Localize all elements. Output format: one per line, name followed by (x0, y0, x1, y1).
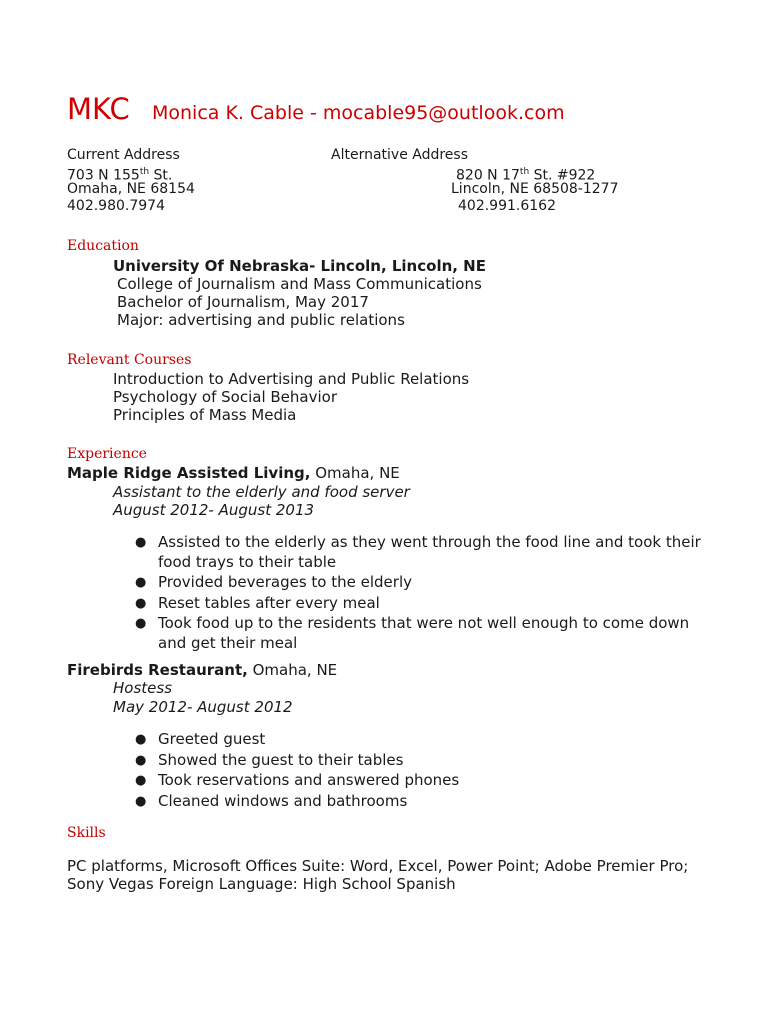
job-location: Omaha, NE (310, 464, 400, 482)
bullet-icon: ● (135, 732, 147, 747)
skills-text: PC platforms, Microsoft Offices Suite: Word, Excel, Power Point; Adobe Premier Pro; Sony Vegas Foreign Language: High School Spanish (67, 857, 689, 893)
current-address-label: Current Address (67, 147, 180, 163)
experience-heading: Experience (67, 446, 147, 462)
job-duty: ● Provided beverages to the elderly (135, 573, 412, 591)
bullet-icon: ● (135, 752, 147, 768)
current-address-phone: 402.980.7974 (67, 198, 165, 214)
name-email-heading: Monica K. Cable - mocable95@outlook.com (152, 102, 565, 124)
education-line: Major: advertising and public relations (117, 311, 405, 329)
current-address-street: 703 N 155th St. (67, 167, 173, 184)
bullet-icon: ● (135, 773, 147, 788)
job-employer: Firebirds Restaurant, (67, 661, 248, 679)
bullet-icon: ● (135, 595, 147, 611)
bullet-icon: ● (135, 793, 147, 809)
education-heading: Education (67, 238, 139, 254)
alternative-address-label: Alternative Address (331, 147, 469, 163)
education-line: College of Journalism and Mass Communications (117, 275, 482, 293)
job-duty: ● Showed the guest to their tables (135, 750, 404, 769)
job-duty: ● Reset tables after every meal (135, 593, 380, 612)
job-duty: ● Took food up to the residents that were not well enough to come down and get their meal (135, 614, 690, 652)
job-title: Assistant to the elderly and food server (113, 483, 410, 501)
job-duty: ● Greeted guest (135, 730, 266, 748)
bullet-icon: ● (135, 575, 147, 590)
skills-heading: Skills (67, 825, 106, 841)
school-name: University Of Nebraska- Lincoln, Lincoln, NE (113, 257, 486, 275)
job-location: Omaha, NE (247, 661, 338, 679)
alternative-address-city: Lincoln, NE 68508-1277 (451, 181, 619, 197)
alternative-address-phone: 402.991.6162 (458, 198, 556, 214)
job-duty: ● Cleaned windows and bathrooms (135, 791, 408, 810)
job-dates: August 2012- August 2013 (113, 501, 315, 519)
job-duties-list (135, 730, 718, 811)
job-employer-line (67, 464, 400, 482)
alternative-address-street: 820 N 17th St. #922 (456, 167, 596, 184)
job-duty: ● Took reservations and answered phones (135, 771, 460, 789)
current-address-city: Omaha, NE 68154 (67, 181, 195, 197)
course-item: Psychology of Social Behavior (113, 388, 337, 406)
job-title: Hostess (113, 679, 173, 697)
job-employer: Maple Ridge Assisted Living, (67, 464, 311, 482)
job-employer-line (67, 661, 337, 679)
courses-heading: Relevant Courses (67, 352, 192, 368)
education-line: Bachelor of Journalism, May 2017 (117, 293, 369, 311)
job-duties-list (135, 533, 718, 653)
job-duty: ● Assisted to the elderly as they went through the food line and took their food trays to their table (135, 533, 701, 571)
logo-initials: MKC (67, 92, 130, 126)
bullet-icon: ● (135, 616, 147, 631)
job-dates: May 2012- August 2012 (113, 698, 293, 716)
bullet-icon: ● (135, 535, 147, 550)
course-item: Introduction to Advertising and Public Relations (113, 370, 470, 388)
course-item: Principles of Mass Media (113, 406, 297, 424)
